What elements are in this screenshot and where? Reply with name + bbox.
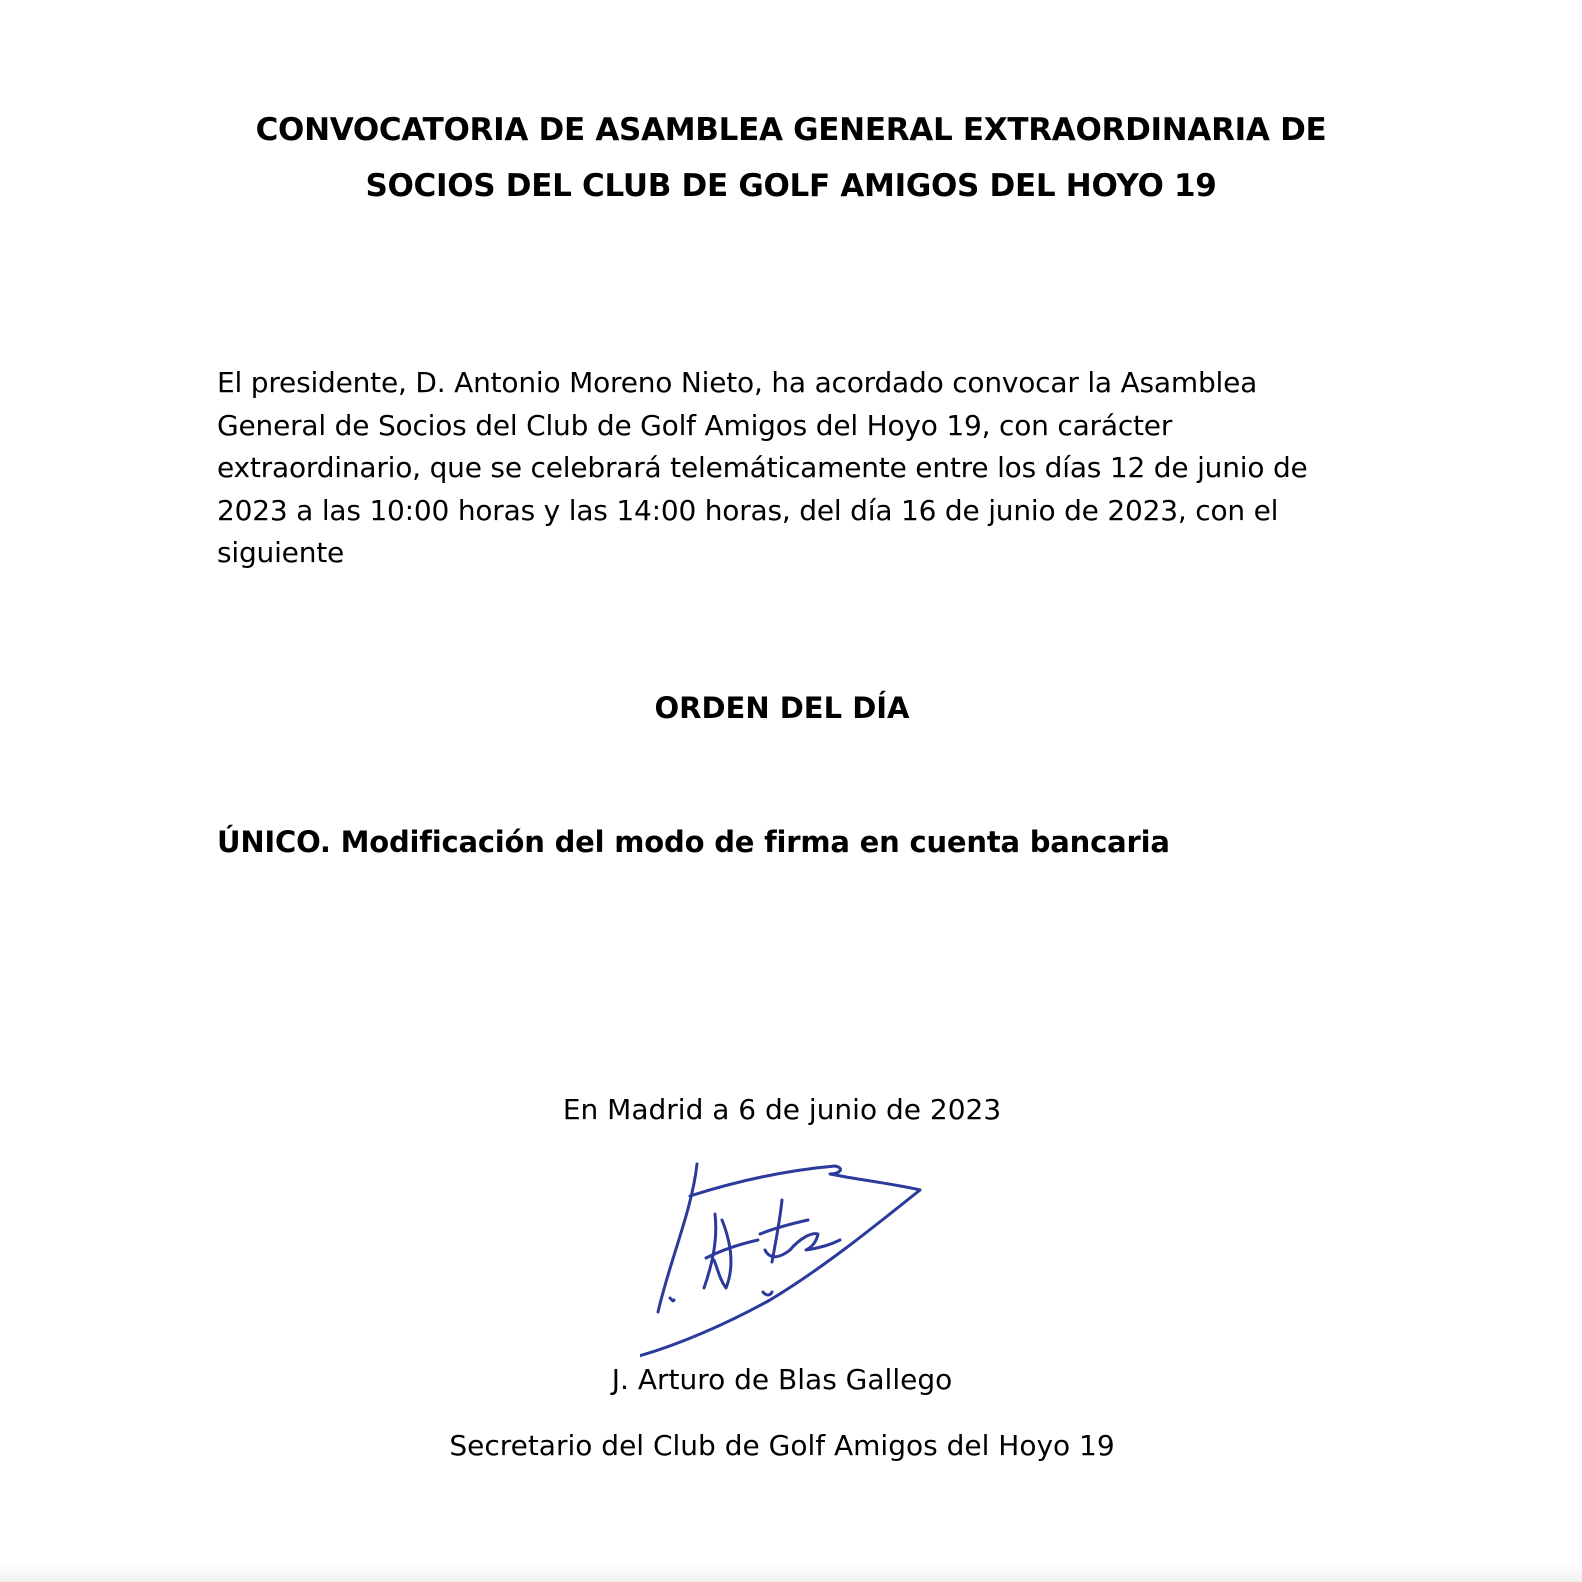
document-title <box>200 102 1382 214</box>
paragraph-line-4: 2023 a las 10:00 horas y las 14:00 horas, del día 16 de junio de 2023, con el <box>217 493 1279 527</box>
paragraph-line-2: General de Socios del Club de Golf Amigos del Hoyo 19, con carácter <box>217 408 1173 442</box>
page-bottom-edge <box>0 1564 1582 1582</box>
convocation-paragraph <box>217 362 1357 575</box>
signer-role: Secretario del Club de Golf Amigos del Hoyo 19 <box>449 1429 1115 1462</box>
title-line-1: CONVOCATORIA DE ASAMBLEA GENERAL EXTRAORDINARIA DE <box>255 112 1327 148</box>
paragraph-line-1: El presidente, D. Antonio Moreno Nieto, ha acordado convocar la Asamblea <box>217 366 1258 399</box>
agenda-heading: ORDEN DEL DÍA <box>654 691 910 725</box>
signer-name: J. Arturo de Blas Gallego <box>611 1363 953 1396</box>
date-line: En Madrid a 6 de junio de 2023 <box>562 1093 1002 1126</box>
paragraph-line-5: siguiente <box>217 536 345 569</box>
signature-icon <box>640 1150 940 1390</box>
paragraph-line-3: extraordinario, que se celebrará telemáticamente entre los días 12 de junio de <box>217 451 1308 484</box>
title-line-2: SOCIOS DEL CLUB DE GOLF AMIGOS DEL HOYO 19 <box>365 168 1217 204</box>
agenda-item: ÚNICO. Modificación del modo de firma en cuenta bancaria <box>217 825 1170 859</box>
